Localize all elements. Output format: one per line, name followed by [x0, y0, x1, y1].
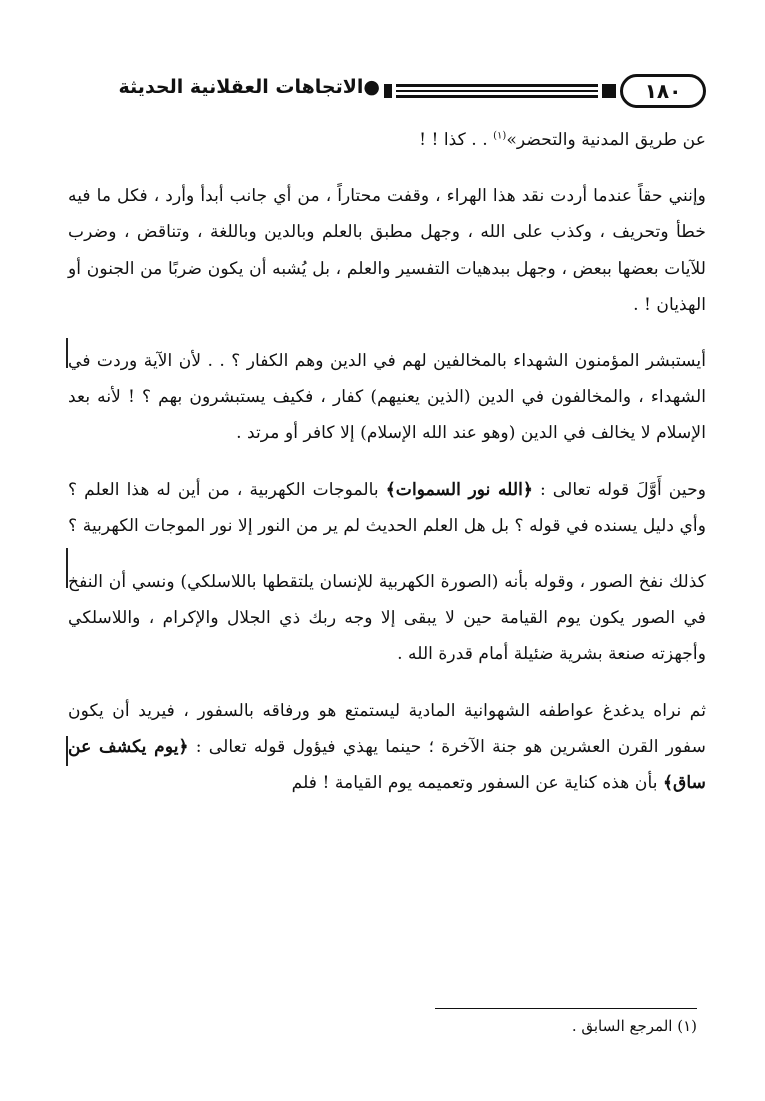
text-run: عن طريق المدنية والتحضر»: [506, 130, 706, 150]
body-text: [68, 122, 706, 801]
text-run: . . كذا ! !: [419, 130, 494, 150]
paragraph: [68, 472, 706, 544]
paragraph: [68, 343, 706, 452]
paragraph: [68, 122, 706, 158]
paragraph: [68, 564, 706, 673]
footnote-ref: (١): [493, 130, 507, 142]
running-header: [68, 72, 706, 112]
paragraph: [68, 178, 706, 323]
header-ornament-rule: [396, 84, 598, 98]
text-run: بالموجات الكهربية ، من أين له هذا العلم ؟ وأي دليل يسنده في قوله ؟ بل هل العلم الحديث لم ير من النور إلا نور الموجات الكهربية ؟: [68, 479, 706, 536]
quran-verse: ﴿يوم يكشف عن ساق﴾: [68, 736, 706, 794]
text-run: ثم نراه يدغدغ عواطفه الشهوانية المادية ليستمتع هو ورفاقه بالسفور ، فيريد أن يكون سفور القرن العشرين هو جنة الآخرة ؛ حينما يهذي فيؤول قوله تعالى :: [68, 700, 706, 757]
header-ornament-block-end: [384, 84, 392, 98]
scan-mark: [66, 338, 68, 368]
footnote-rule: [435, 1008, 697, 1009]
text-run: وإنني حقاً عندما أردت نقد هذا الهراء ، وقفت محتاراً ، من أي جانب أبدأ وأرد ، فكل ما فيه خطأ وتحريف ، وكذب على الله ، وجهل مطبق بالعلم وبالدين وباللغة ، وتناقض ، وضرب للآيات بعضها ببعض ، وجهل ببدهيات التفسير والعلم ، بل يُشبه أن يكون ضربًا من الجنون أو الهذيان ! .: [68, 186, 706, 315]
text-run: أيستبشر المؤمنون الشهداء بالمخالفين لهم في الدين وهم الكفار ؟ . . لأن الآية وردت في الشهداء ، والمخالفون في الدين (الذين يعنيهم) كفار ، فكيف يستبشرون بهم ؟ ! لأنه بعد الإسلام لا يخالف في الدين (وهو عند الله الإسلام) إلا كافر أو مرتد .: [68, 351, 706, 444]
scan-mark: [66, 548, 68, 588]
text-run: بأن هذه كناية عن السفور وتعميمه يوم القيامة ! فلم: [291, 773, 663, 794]
quran-verse: ﴿الله نور السموات﴾: [385, 479, 533, 500]
page-number: ١٨٠: [620, 74, 706, 108]
text-run: وحين أَوَّلَ قوله تعالى :: [532, 479, 706, 500]
title-bullet-icon: ●: [363, 76, 380, 98]
scan-mark: [66, 736, 68, 766]
header-ornament-block: [602, 84, 616, 98]
header-title: ●الاتجاهات العقلانية الحديثة: [118, 76, 380, 98]
text-run: كذلك نفخ الصور ، وقوله بأنه (الصورة الكهربية للإنسان يلتقطها باللاسلكي) ونسي أن النفخ في الصور يكون يوم القيامة حين لا يبقى إلا وجه ربك ذي الجلال والإكرام ، واللاسلكي وأجهزته صنعة بشرية ضئيلة أمام قدرة الله .: [68, 572, 706, 665]
paragraph: [68, 693, 706, 802]
footnote: (١) المرجع السابق .: [571, 1017, 697, 1035]
